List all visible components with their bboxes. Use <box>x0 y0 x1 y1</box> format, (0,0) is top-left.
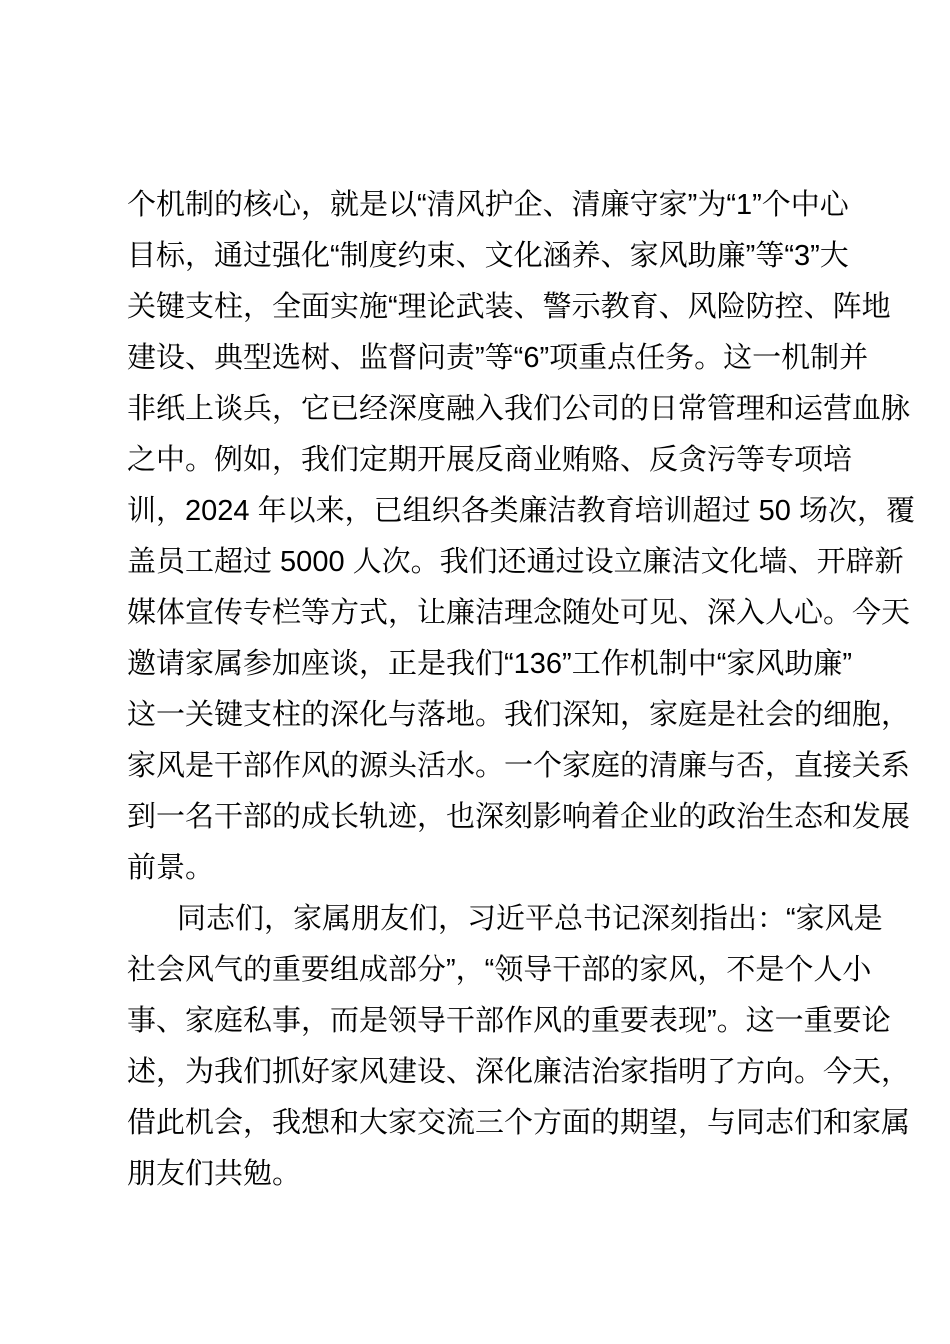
text-line: 邀请家属参加座谈，正是我们“136”工作机制中“家风助廉” <box>127 648 853 680</box>
text-line: 盖员工超过 5000 人次。我们还通过设立廉洁文化墙、开辟新 <box>127 546 904 578</box>
text-line: 朋友们共勉。 <box>127 1158 302 1190</box>
text-line: 前景。 <box>127 852 215 884</box>
text-line: 目标，通过强化“制度约束、文化涵养、家风助廉”等“3”大 <box>127 240 849 272</box>
text-line: 同志们，家属朋友们，习近平总书记深刻指出：“家风是 <box>177 903 883 935</box>
text-line: 训，2024 年以来，已组织各类廉洁教育培训超过 50 场次，覆 <box>127 495 915 527</box>
paragraph-2 <box>127 894 911 1200</box>
text-line: 媒体宣传专栏等方式，让廉洁理念随处可见、深入人心。今天 <box>127 597 911 629</box>
text-line: 之中。例如，我们定期开展反商业贿赂、反贪污等专项培 <box>127 444 853 476</box>
text-line: 事、家庭私事，而是领导干部作风的重要表现”。这一重要论 <box>127 1005 891 1037</box>
text-line: 这一关键支柱的深化与落地。我们深知，家庭是社会的细胞， <box>127 699 911 731</box>
text-line: 述，为我们抓好家风建设、深化廉洁治家指明了方向。今天， <box>127 1056 911 1088</box>
text-line: 到一名干部的成长轨迹，也深刻影响着企业的政治生态和发展 <box>127 801 911 833</box>
text-line: 家风是干部作风的源头活水。一个家庭的清廉与否，直接关系 <box>127 750 911 782</box>
text-line: 非纸上谈兵，它已经深度融入我们公司的日常管理和运营血脉 <box>127 393 911 425</box>
text-line: 个机制的核心，就是以“清风护企、清廉守家”为“1”个中心 <box>127 189 849 221</box>
text-line: 社会风气的重要组成部分”，“领导干部的家风，不是个人小 <box>127 954 872 986</box>
paragraph-1 <box>127 180 915 894</box>
text-line: 关键支柱，全面实施“理论武装、警示教育、风险防控、阵地 <box>127 291 891 323</box>
text-line: 借此机会，我想和大家交流三个方面的期望，与同志们和家属 <box>127 1107 911 1139</box>
document-text-block <box>127 180 915 1200</box>
text-line: 建设、典型选树、监督问责”等“6”项重点任务。这一机制并 <box>127 342 869 374</box>
